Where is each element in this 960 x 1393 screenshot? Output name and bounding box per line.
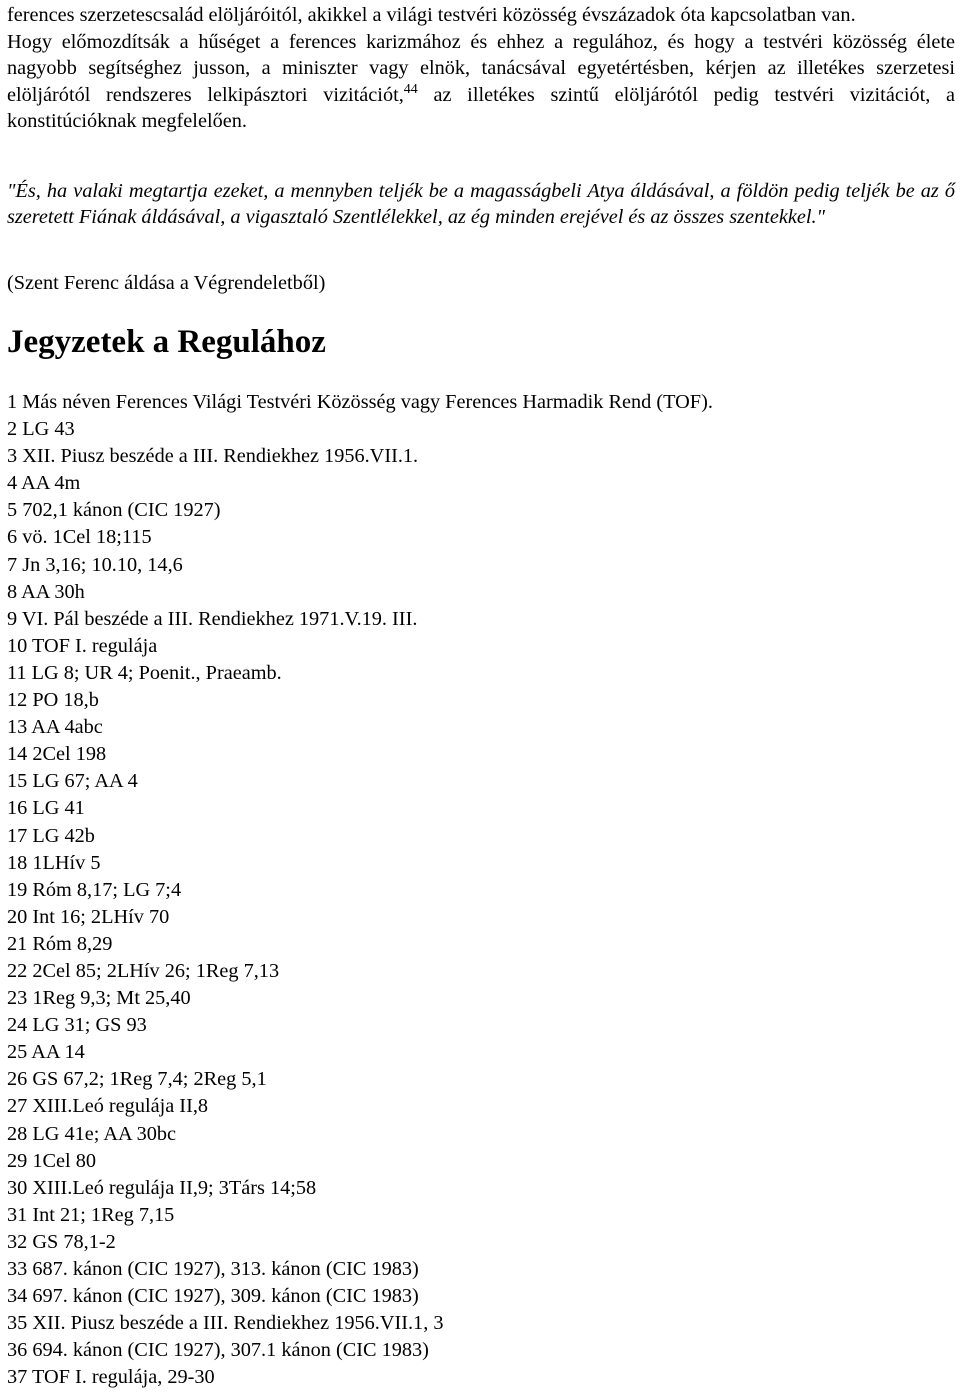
paragraph-1: ferences szerzetescsalád elöljáróitól, akikkel a világi testvéri közösség évszázadok óta kapcsolatban van.	[7, 4, 856, 26]
paragraph-2	[7, 29, 955, 135]
note-item: 23 1Reg 9,3; Mt 25,40	[7, 987, 191, 1010]
note-item: 16 LG 41	[7, 797, 85, 820]
note-item: 29 1Cel 80	[7, 1149, 97, 1172]
paragraph-2-text-end: az illetékes szintű elöljárótól pedig testvéri vizitációt, a konstitúcióknak megfelelően.	[7, 83, 955, 133]
note-item: 35 XII. Piusz beszéde a III. Rendiekhez 1956.VII.1, 3	[7, 1312, 444, 1335]
note-item: 5 702,1 kánon (CIC 1927)	[7, 499, 221, 522]
note-item: 28 LG 41e; AA 30bc	[7, 1122, 176, 1145]
footnote-reference: 44	[403, 81, 418, 97]
note-item: 30 XIII.Leó regulája II,9; 3Társ 14;58	[7, 1176, 317, 1199]
note-item: 36 694. kánon (CIC 1927), 307.1 kánon (CIC 1983)	[7, 1339, 429, 1362]
paragraph-2-text: Hogy előmozdítsák a hűséget a ferences karizmához és ehhez a regulához, és hogy a testvéri közösség élete nagyobb segítséghez jusson, a miniszter vagy elnök, tanácsával egyetértésben, kérjen az illetékes szerzetesi elöljárótól rendszeres lelkipásztori vizitációt,	[7, 30, 955, 106]
note-item: 14 2Cel 198	[7, 743, 107, 766]
note-item: 19 Róm 8,17; LG 7;4	[7, 878, 182, 901]
note-item: 37 TOF I. regulája, 29-30	[7, 1366, 215, 1389]
note-item: 33 687. kánon (CIC 1927), 313. kánon (CIC 1983)	[7, 1258, 419, 1280]
note-item: 15 LG 67; AA 4	[7, 770, 138, 793]
quote-source: (Szent Ferenc áldása a Végrendeletből)	[7, 272, 326, 294]
note-item: 8 AA 30h	[7, 580, 85, 603]
note-item: 21 Róm 8,29	[7, 932, 113, 955]
note-item: 34 697. kánon (CIC 1927), 309. kánon (CIC 1983)	[7, 1285, 419, 1308]
note-item: 3 XII. Piusz beszéde a III. Rendiekhez 1956.VII.1.	[7, 445, 419, 468]
note-item: 20 Int 16; 2LHív 70	[7, 905, 170, 928]
note-item: 22 2Cel 85; 2LHív 26; 1Reg 7,13	[7, 959, 280, 982]
note-item: 2 LG 43	[7, 418, 75, 441]
note-item: 9 VI. Pál beszéde a III. Rendiekhez 1971.V.19. III.	[7, 607, 418, 630]
note-item: 18 1LHív 5	[7, 851, 101, 874]
note-item: 6 vö. 1Cel 18;115	[7, 526, 152, 549]
note-item: 27 XIII.Leó regulája II,8	[7, 1095, 209, 1118]
section-heading: Jegyzetek a Regulához	[7, 324, 326, 360]
body-text	[7, 2, 955, 135]
note-item: 1 Más néven Ferences Világi Testvéri Közösség vagy Ferences Harmadik Rend (TOF).	[7, 391, 713, 413]
blessing-quote: "És, ha valaki megtartja ezeket, a mennyben teljék be a magasságbeli Atya áldásával, a földön pedig teljék be az ő szeretett Fiának áldásával, a vigasztaló Szentlélekkel, az ég minden erejével és az összes szentekkel."	[7, 180, 955, 229]
note-item: 4 AA 4m	[7, 472, 81, 495]
note-item: 31 Int 21; 1Reg 7,15	[7, 1203, 175, 1226]
note-item: 25 AA 14	[7, 1041, 85, 1064]
notes-list	[7, 389, 955, 1391]
note-item: 11 LG 8; UR 4; Poenit., Praeamb.	[7, 661, 282, 684]
note-item: 10 TOF I. regulája	[7, 634, 158, 657]
note-item: 24 LG 31; GS 93	[7, 1014, 147, 1037]
note-item: 7 Jn 3,16; 10.10, 14,6	[7, 553, 183, 576]
note-item: 26 GS 67,2; 1Reg 7,4; 2Reg 5,1	[7, 1068, 267, 1091]
note-item: 17 LG 42b	[7, 824, 95, 847]
note-item: 13 AA 4abc	[7, 716, 103, 739]
note-item: 32 GS 78,1-2	[7, 1230, 116, 1253]
note-item: 12 PO 18,b	[7, 689, 99, 712]
